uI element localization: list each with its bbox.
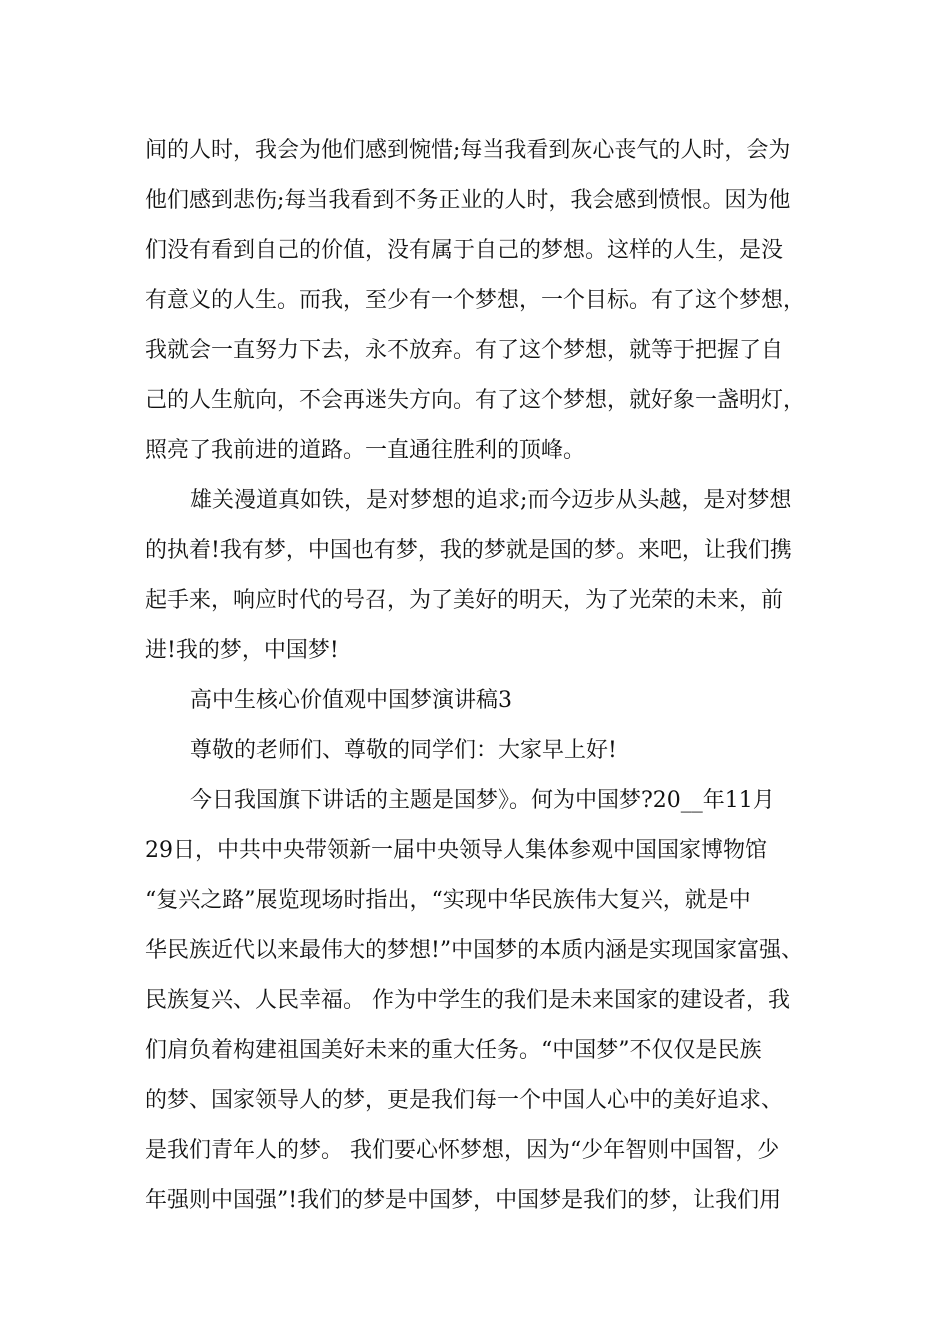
text-line: 的执着!我有梦，中国也有梦，我的梦就是国的梦。来吧，让我们携 <box>145 538 792 563</box>
text-line: 们没有看到自己的价值，没有属于自己的梦想。这样的人生，是没 <box>145 238 784 263</box>
greeting-line: 尊敬的老师们、尊敬的同学们：大家早上好! <box>190 738 617 763</box>
text-line: 我就会一直努力下去，永不放弃。有了这个梦想，就等于把握了自 <box>145 338 784 363</box>
text-line: 29日，中共中央带领新一届中央领导人集体参观中国国家博物馆 <box>145 838 767 863</box>
text-line: 的梦、国家领导人的梦，更是我们每一个中国人心中的美好追求、 <box>145 1088 784 1113</box>
section-heading: 高中生核心价值观中国梦演讲稿3 <box>190 688 512 713</box>
text-line: 年强则中国强”!我们的梦是中国梦，中国梦是我们的梦，让我们用 <box>145 1188 782 1213</box>
text-line: 己的人生航向，不会再迷失方向。有了这个梦想，就好象一盏明灯， <box>145 388 806 413</box>
text-line: 华民族近代以来最伟大的梦想!”中国梦的本质内涵是实现国家富强、 <box>145 938 804 963</box>
text-line: 起手来，响应时代的号召，为了美好的明天，为了光荣的未来，前 <box>145 588 784 613</box>
text-line: 们肩负着构建祖国美好未来的重大任务。“中国梦”不仅仅是民族 <box>145 1038 762 1063</box>
text-line: 他们感到悲伤;每当我看到不务正业的人时，我会感到愤恨。因为他 <box>145 188 791 213</box>
text-line: 雄关漫道真如铁，是对梦想的追求;而今迈步从头越，是对梦想 <box>190 488 792 513</box>
text-line: “复兴之路”展览现场时指出，“实现中华民族伟大复兴，就是中 <box>145 888 751 913</box>
text-line: 民族复兴、人民幸福。 作为中学生的我们是未来国家的建设者，我 <box>145 988 790 1013</box>
text-line: 照亮了我前进的道路。一直通往胜利的顶峰。 <box>145 438 586 463</box>
text-line: 间的人时，我会为他们感到惋惜;每当我看到灰心丧气的人时，会为 <box>145 138 791 163</box>
text-line: 有意义的人生。而我，至少有一个梦想，一个目标。有了这个梦想， <box>145 288 806 313</box>
text-line: 今日我国旗下讲话的主题是国梦》。何为中国梦?20__年11月 <box>190 788 775 813</box>
text-line: 是我们青年人的梦。 我们要心怀梦想，因为“少年智则中国智，少 <box>145 1138 780 1163</box>
text-line: 进!我的梦，中国梦! <box>145 638 339 663</box>
